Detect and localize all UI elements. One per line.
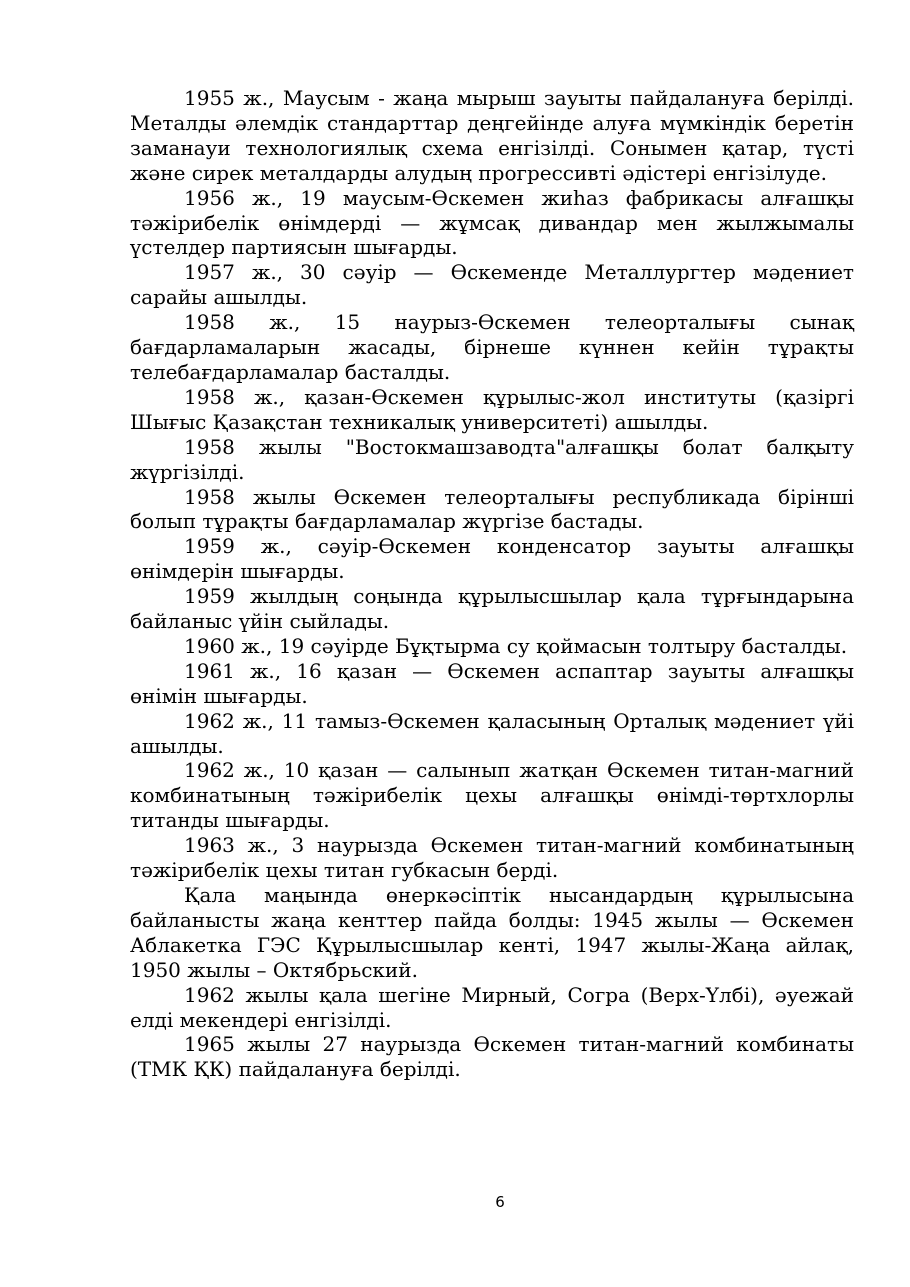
paragraph-1962-city-limits: 1962 жылы қала шегіне Мирный, Согра (Верх-Үлбі), әуежай елді мекендері енгізілді. — [130, 982, 854, 1032]
paragraph-new-settlements: Қала маңында өнеркәсіптік нысандардың құрылысына байланысты жаңа кенттер пайда болды: 1945 жылы — Өскемен Аблакетка ГЭС Құрылысшылар кенті, 1947 жылы-Жаңа айлақ, 1950 жылы – Октябрьский. — [130, 883, 854, 982]
paragraph-1958-steel-smelting: 1958 жылы "Востокмашзаводта"алғашқы болат балқыту жүргізілді. — [130, 434, 854, 484]
paragraph-1960-reservoir: 1960 ж., 19 сәуірде Бұқтырма су қоймасын толтыру басталды. — [184, 633, 848, 658]
paragraph-1963-titanium-sponge: 1963 ж., 3 наурызда Өскемен титан-магний комбинатының тәжірибелік цехы титан губкасын берді. — [130, 833, 854, 883]
paragraph-1958-road-institute: 1958 ж., қазан-Өскемен құрылыс-жол институты (қазіргі Шығыс Қазақстан техникалық университеті) ашылды. — [130, 384, 854, 434]
paragraph-1965-titanium-magnesium-plant: 1965 жылы 27 наурызда Өскемен титан-магний комбинаты (ТМК ҚК) пайдалануға берілді. — [130, 1032, 854, 1082]
paragraph-1962-titanium-tetrachloride: 1962 ж., 10 қазан — салынып жатқан Өскемен титан-магний комбинатының тәжірибелік цехы алғашқы өнімді-төртхлорлы титанды шығарды. — [130, 758, 854, 833]
paragraph-1962-culture-house: 1962 ж., 11 тамыз-Өскемен қаласының Орталық мәдениет үйі ашылды. — [130, 708, 854, 758]
paragraph-1959-capacitor-plant: 1959 ж., сәуір-Өскемен конденсатор зауыты алғашқы өнімдерін шығарды. — [130, 534, 854, 584]
document-body — [130, 86, 854, 1082]
paragraph-1956-furniture-factory: 1956 ж., 19 маусым-Өскемен жиһаз фабрикасы алғашқы тәжірибелік өнімдерді — жұмсақ дивандар мен жылжымалы үстелдер партиясын шығарды. — [130, 185, 854, 260]
paragraph-1958-tv-center: 1958 ж., 15 наурыз-Өскемен телеорталығы сынақ бағдарламаларын жасады, бірнеше күннен кейін тұрақты телебағдарламалар басталды. — [130, 310, 854, 384]
paragraph-1955-zinc-plant: 1955 ж., Маусым - жаңа мырыш зауыты пайдалануға берілді. Металды әлемдік стандарттар деңгейінде алуға мүмкіндік беретін заманауи технологиялық схема енгізілді. Сонымен қатар, түсті және сирек металдарды алудың прогрессивті әдістері енгізілуде. — [130, 86, 854, 185]
paragraph-1958-regular-broadcasts: 1958 жылы Өскемен телеорталығы республикада бірінші болып тұрақты бағдарламалар жүргізе бастады. — [130, 484, 854, 534]
paragraph-1959-communication-house: 1959 жылдың соңында құрылысшылар қала тұрғындарына байланыс үйін сыйлады. — [130, 584, 854, 634]
paragraph-1957-palace-of-culture: 1957 ж., 30 сәуір — Өскеменде Металлургтер мәдениет сарайы ашылды. — [130, 260, 854, 310]
paragraph-1961-instrument-plant: 1961 ж., 16 қазан — Өскемен аспаптар зауыты алғашқы өнімін шығарды. — [130, 658, 854, 708]
page-number: 6 — [495, 1193, 505, 1211]
